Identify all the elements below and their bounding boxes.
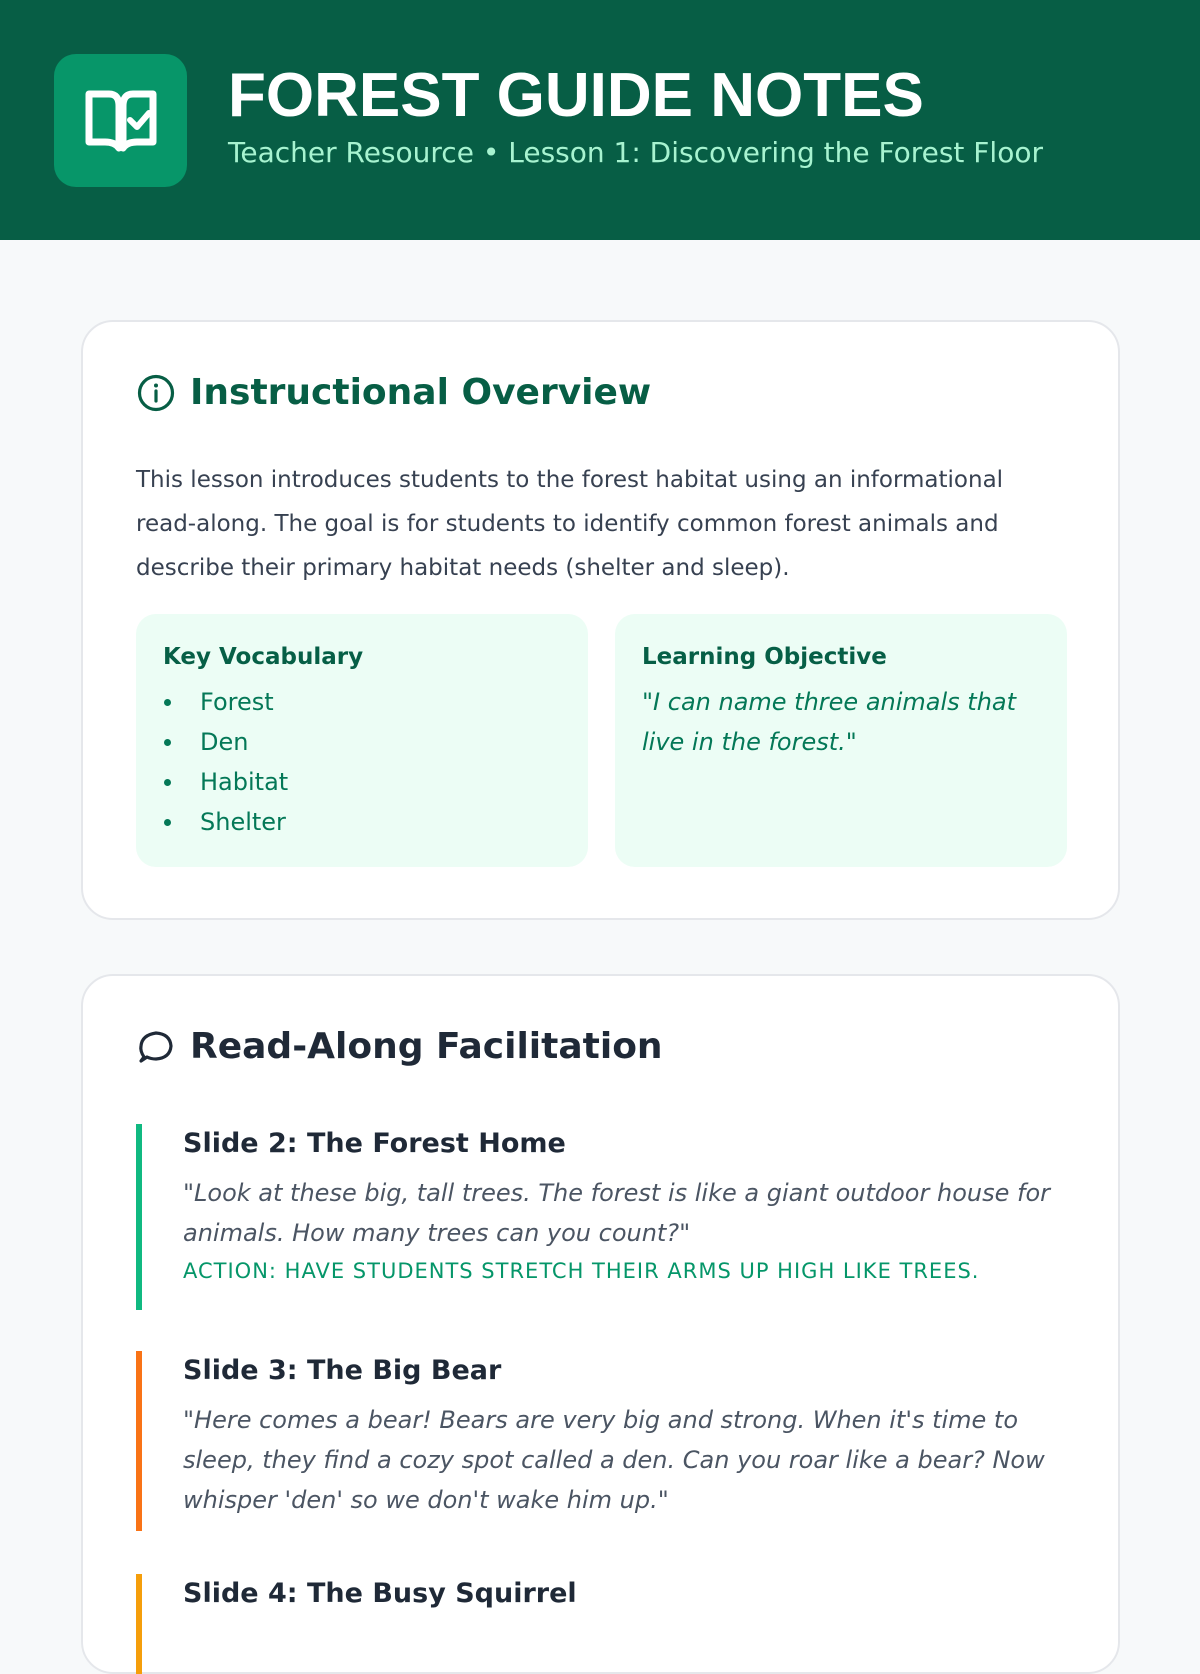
slide-title: Slide 4: The Busy Squirrel <box>183 1578 577 1609</box>
page-subtitle: Teacher Resource • Lesson 1: Discovering the Forest Floor <box>228 136 1043 169</box>
chat-bubble-icon <box>136 1027 176 1067</box>
slide-note <box>136 1124 1076 1310</box>
overview-card <box>81 320 1120 920</box>
overview-title: Instructional Overview <box>190 372 652 413</box>
facilitation-title: Read-Along Facilitation <box>190 1026 663 1067</box>
slide-title: Slide 2: The Forest Home <box>183 1128 566 1159</box>
objective-box <box>615 614 1067 867</box>
slide-title: Slide 3: The Big Bear <box>183 1355 502 1386</box>
objective-text: "I can name three animals that live in the forest." <box>642 688 1017 756</box>
objective-title: Learning Objective <box>642 644 887 670</box>
slide-action: ACTION: HAVE STUDENTS STRETCH THEIR ARMS UP HIGH LIKE TREES. <box>183 1259 980 1283</box>
facilitation-card <box>81 974 1120 1674</box>
page-title: FOREST GUIDE NOTES <box>228 61 924 130</box>
slide-note <box>136 1574 1076 1674</box>
vocabulary-item: Shelter <box>163 802 288 842</box>
info-icon <box>136 373 176 413</box>
facilitation-heading <box>136 1026 663 1067</box>
slide-quote: "Look at these big, tall trees. The forest is like a giant outdoor house for animals. How many trees can you count?" <box>183 1179 1050 1247</box>
overview-heading <box>136 372 651 413</box>
page-header <box>0 0 1200 240</box>
vocabulary-title: Key Vocabulary <box>163 644 364 670</box>
slide-quote: "Here comes a bear! Bears are very big and strong. When it's time to sleep, they find a cozy spot called a den. Can you roar like a bear? Now whisper 'den' so we don't wake him up." <box>183 1406 1045 1514</box>
vocabulary-list <box>163 682 288 842</box>
vocabulary-item: Forest <box>163 682 288 722</box>
slide-note <box>136 1351 1076 1531</box>
vocabulary-box <box>136 614 588 867</box>
vocabulary-item: Habitat <box>163 762 288 802</box>
book-check-icon <box>81 84 161 158</box>
overview-text: This lesson introduces students to the forest habitat using an informational read-along. The goal is for students to identify common forest animals and describe their primary habitat needs (shelter and sleep). <box>136 467 1004 581</box>
vocabulary-item: Den <box>163 722 288 762</box>
logo <box>54 54 187 187</box>
